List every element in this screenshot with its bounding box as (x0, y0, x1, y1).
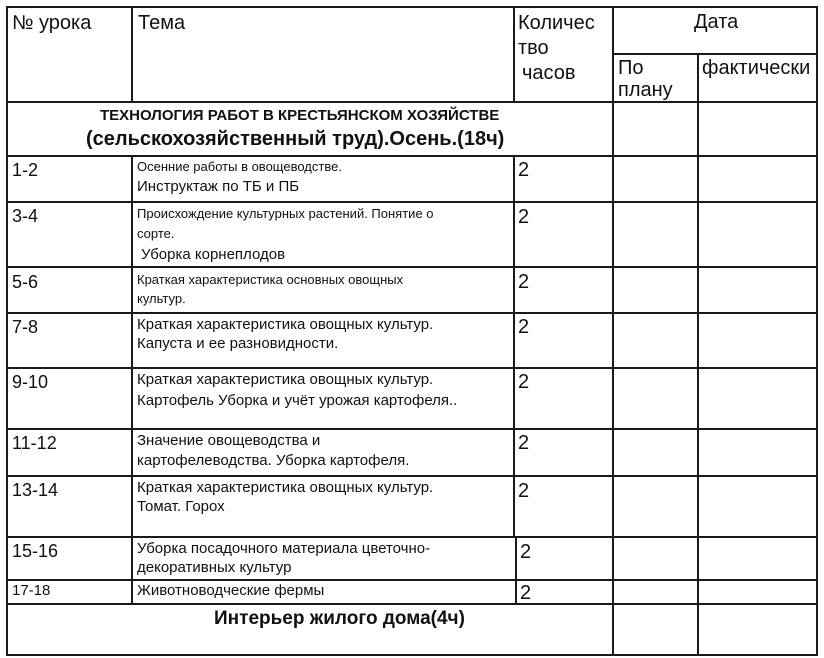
hours-column-header-line3: часов (522, 62, 576, 84)
lesson-number: 9-10 (12, 372, 49, 392)
grid-line (816, 6, 818, 656)
lesson-topic: Томат. Горох (137, 498, 225, 515)
lesson-hours: 2 (518, 206, 530, 228)
lesson-number: 17-18 (12, 582, 51, 599)
grid-line (513, 6, 515, 103)
grid-line (612, 53, 818, 55)
lesson-topic: Животноводческие фермы (137, 582, 325, 599)
lesson-number: 13-14 (12, 480, 59, 500)
lesson-hours: 2 (520, 582, 532, 604)
lesson-hours: 2 (520, 541, 532, 563)
planned-date-header-line2: плану (618, 79, 673, 101)
lesson-number: 5-6 (12, 272, 39, 292)
hours-column-header-line2: тво (518, 37, 549, 59)
lesson-topic: Краткая характеристика основных овощных (137, 272, 404, 287)
grid-line (697, 53, 699, 656)
number-column-header: № урока (12, 12, 92, 34)
grid-line (6, 6, 8, 656)
grid-line (515, 536, 517, 605)
lesson-topic: Краткая характеристика овощных культур. (137, 316, 434, 333)
lesson-topic: Значение овощеводства и (137, 432, 321, 449)
lesson-number: 3-4 (12, 206, 39, 226)
lesson-topic: Краткая характеристика овощных культур. (137, 479, 434, 496)
section-title: ТЕХНОЛОГИЯ РАБОТ В КРЕСТЬЯНСКОМ ХОЗЯЙСТВЕ (100, 107, 500, 124)
lesson-topic: Капуста и ее разновидности. (137, 335, 339, 352)
lesson-topic: Уборка посадочного материала цветочно- (137, 540, 431, 557)
lesson-number: 11-12 (12, 433, 57, 453)
grid-line (131, 155, 133, 605)
lesson-topic: картофелеводства. Уборка картофеля. (137, 452, 410, 469)
date-column-header: Дата (694, 11, 739, 33)
lesson-number: 15-16 (12, 541, 59, 561)
topic-column-header: Тема (138, 12, 186, 34)
grid-line (612, 6, 614, 656)
section-subtitle: (сельскохозяйственный труд).Осень.(18ч) (86, 128, 505, 150)
lesson-topic: Инструктаж по ТБ и ПБ (137, 178, 300, 195)
lesson-topic: Происхождение культурных растений. Понятие о (137, 206, 434, 221)
lesson-topic: Краткая характеристика овощных культур. (137, 371, 434, 388)
lesson-topic: декоративных культур (137, 559, 292, 576)
lesson-hours: 2 (518, 480, 530, 502)
lesson-hours: 2 (518, 432, 530, 454)
lesson-topic: культур. (137, 291, 186, 306)
grid-line (513, 155, 515, 538)
lesson-number: 1-2 (12, 160, 39, 180)
grid-line (6, 6, 818, 8)
grid-line (131, 6, 133, 103)
lesson-topic: Картофель Уборка и учёт урожая картофеля.. (137, 392, 458, 409)
lesson-topic: Осенние работы в овощеводстве. (137, 159, 342, 174)
lesson-hours: 2 (518, 371, 530, 393)
planned-date-header-line1: По (618, 57, 644, 79)
actual-date-header: фактически (702, 57, 811, 79)
hours-column-header-line1: Количес (518, 12, 595, 34)
lesson-hours: 2 (518, 159, 530, 181)
section-title: Интерьер жилого дома(4ч) (214, 608, 465, 629)
lesson-hours: 2 (518, 316, 530, 338)
lesson-topic: сорте. (137, 226, 175, 241)
lesson-hours: 2 (518, 271, 530, 293)
lesson-topic: Уборка корнеплодов (141, 246, 286, 263)
lesson-number: 7-8 (12, 317, 39, 337)
